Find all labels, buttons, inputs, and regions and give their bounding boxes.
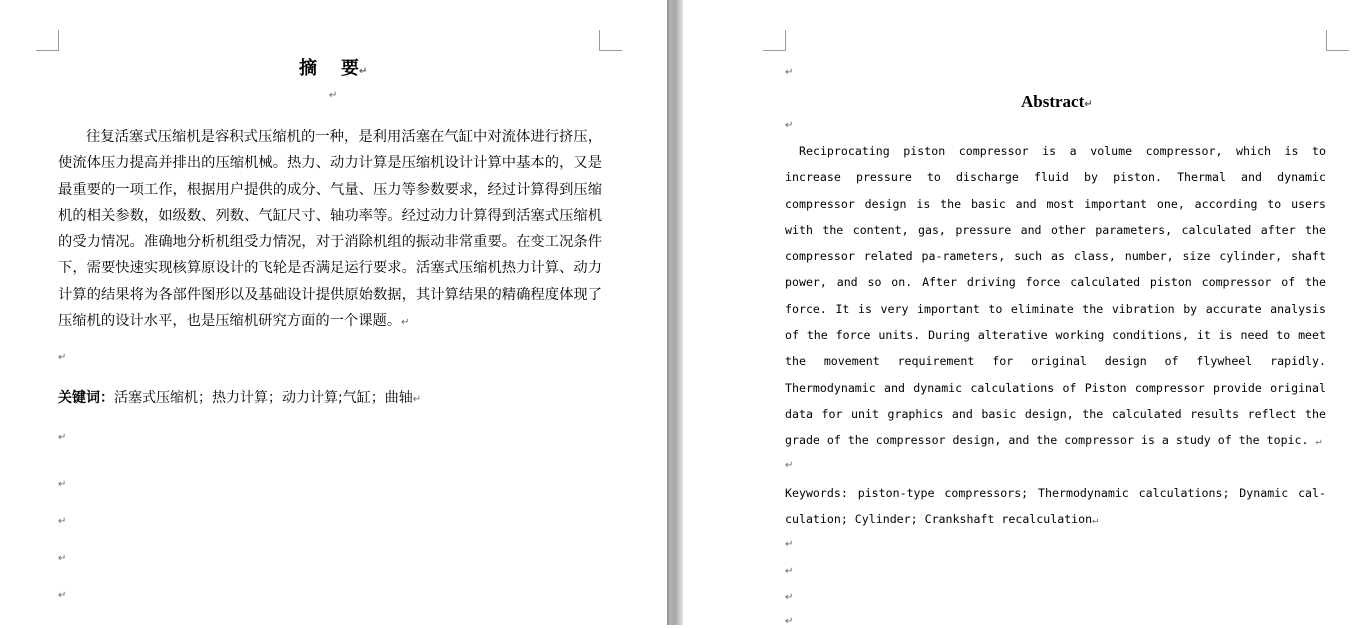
- paragraph-mark-icon: [58, 590, 66, 602]
- crop-mark-top-right: [1326, 30, 1349, 51]
- cn-abstract-title: [299, 54, 367, 80]
- paragraph-mark-icon: [58, 553, 66, 565]
- paragraph-mark-icon: ↵: [401, 317, 410, 329]
- paragraph-mark-icon: ↵: [1315, 436, 1322, 448]
- paragraph-mark-icon: [58, 479, 66, 491]
- paragraph-mark-icon: ↵: [359, 66, 368, 77]
- paragraph-mark-icon: [785, 539, 793, 551]
- cn-abstract-text: 往复活塞式压缩机是容积式压缩机的一种，是利用活塞在气缸中对流体进行挤压，使流体压力提高并排出的压缩机械。热力、动力计算是压缩机设计计算中基本的，又是最重要的一项工作，根据用户提供的成分、气量、压力等参数要求，经过计算得到压缩机的相关参数，如级数、列数、气缸尺寸、轴功率等。经过动力计算得到活塞式压缩机的受力情况。准确地分析机组受力情况，对于消除机组的振动非常重要。在变工况条件下，需要快速实现核算原设计的飞轮是否满足运行要求。活塞式压缩机热力计算、动力计算的结果将为各部件图形以及基础设计提供原始数据，其计算结果的精确程度体现了压缩机的设计水平，也是压缩机研究方面的一个课题。: [58, 129, 602, 330]
- cn-keywords-line: [58, 386, 421, 412]
- paragraph-mark-icon: [58, 432, 66, 444]
- en-abstract-paragraph: [785, 138, 1326, 456]
- en-keywords-paragraph: [785, 480, 1326, 535]
- paragraph-mark-icon: ↵: [412, 394, 422, 405]
- cn-title-char-2: 要: [341, 58, 359, 79]
- en-keywords-text: Keywords: piston-type compressors; Thermodynamic calculations; Dynamic cal-culation; Cylinder; Crankshaft recalculation: [785, 486, 1326, 527]
- paragraph-mark-icon: [785, 566, 793, 578]
- paragraph-mark-icon: [785, 592, 793, 604]
- crop-mark-top-right: [599, 30, 622, 51]
- paragraph-mark-icon: ↵: [1084, 99, 1093, 110]
- paragraph-mark-icon: [785, 460, 793, 472]
- paragraph-mark-icon: [58, 352, 66, 364]
- cn-abstract-paragraph: [58, 124, 602, 336]
- paragraph-mark-icon: [785, 616, 793, 628]
- paragraph-mark-icon: [329, 90, 337, 102]
- paragraph-mark-icon: [58, 516, 66, 528]
- cn-title-char-1: 摘: [299, 58, 317, 79]
- paragraph-mark-icon: ↵: [1092, 515, 1099, 527]
- paragraph-mark-icon: [785, 120, 793, 132]
- en-abstract-title-text: Abstract: [1021, 92, 1085, 111]
- cn-keywords-label: 关键词：: [58, 390, 114, 406]
- crop-mark-top-left: [763, 30, 786, 51]
- en-abstract-text: Reciprocating piston compressor is a volume compressor, which is to increase pressure to discharge fluid by piston. Thermal and dynamic compressor design is the basic and most important one, according to users with the content, gas, pressure and other parameters, calculated after the compressor related pa-rameters, such as class, number, size cylinder, shaft power, and so on. After driving force calculated piston compressor of the force. It is very important to eliminate the vibration by accurate analysis of the force units. During alterative working conditions, it is need to meet the movement requirement for original design of flywheel rapidly. Thermodynamic and dynamic calculations of Piston compressor provide original data for unit graphics and basic design, the calculated results reflect the grade of the compressor design, and the compressor is a study of the topic.: [785, 144, 1326, 448]
- en-abstract-title: [1021, 92, 1093, 112]
- page-gutter: [667, 0, 683, 625]
- crop-mark-top-left: [36, 30, 59, 51]
- cn-keywords-text: 活塞式压缩机；热力计算；动力计算;气缸；曲轴: [114, 390, 413, 406]
- paragraph-mark-icon: [785, 67, 793, 79]
